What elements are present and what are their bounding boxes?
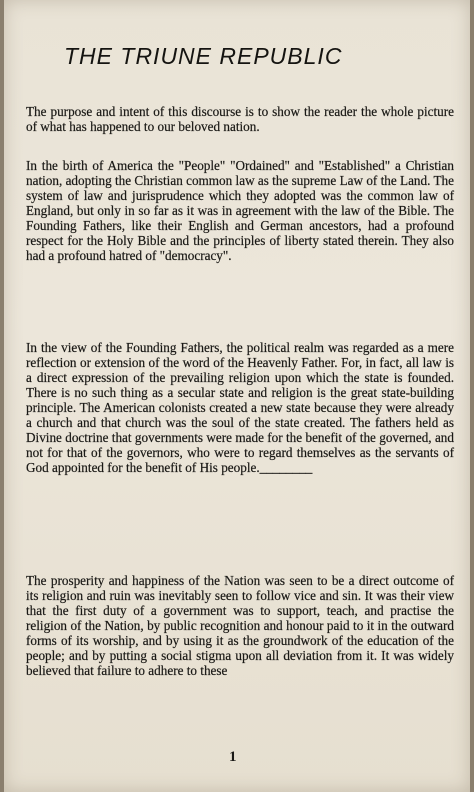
book-page	[4, 0, 470, 792]
paragraph-purpose: The purpose and intent of this discourse is to show the reader the whole picture of what has happened to our beloved nation.	[26, 104, 454, 134]
paragraph-founding-fathers-view: In the view of the Founding Fathers, the political realm was regarded as a mere reflection or extension of the word of the Heavenly Father. For, in fact, all law is a direct expression of the prevailing religion upon which the state is founded. There is no such thing as a secular state and religion is the great state-building principle. The American colonists created a new state because they were already a church and that church was the soul of the state created. The fathers held as Divine doctrine that governments were made for the benefit of the governed, and not for that of the governors, who were to regard themselves as the servants of God appointed for the benefit of His people.________	[26, 340, 454, 475]
page-title: THE TRIUNE REPUBLIC	[64, 43, 343, 69]
paragraph-prosperity: The prosperity and happiness of the Nation was seen to be a direct outcome of its religion and ruin was inevitably seen to follow vice and sin. It was their view that the first duty of a government was to support, teach, and practise the religion of the Nation, by public recognition and honour paid to it in the outward forms of its worship, and by using it as the groundwork of the education of the people; and by putting a social stigma upon all deviation from it. It was widely believed that failure to adhere to these	[26, 573, 454, 678]
paragraph-birth-of-america: In the birth of America the "People" "Ordained" and "Established" a Christian nation, adopting the Christian common law as the supreme Law of the Land. The system of law and jurisprudence which they adopted was the common law of England, but only in so far as it was in agreement with the law of the Bible. The Founding Fathers, like their English and German ancestors, had a profound respect for the Holy Bible and the principles of liberty stated therein. They also had a profound hatred of "democracy".	[26, 158, 454, 263]
page-number: 1	[229, 749, 237, 765]
